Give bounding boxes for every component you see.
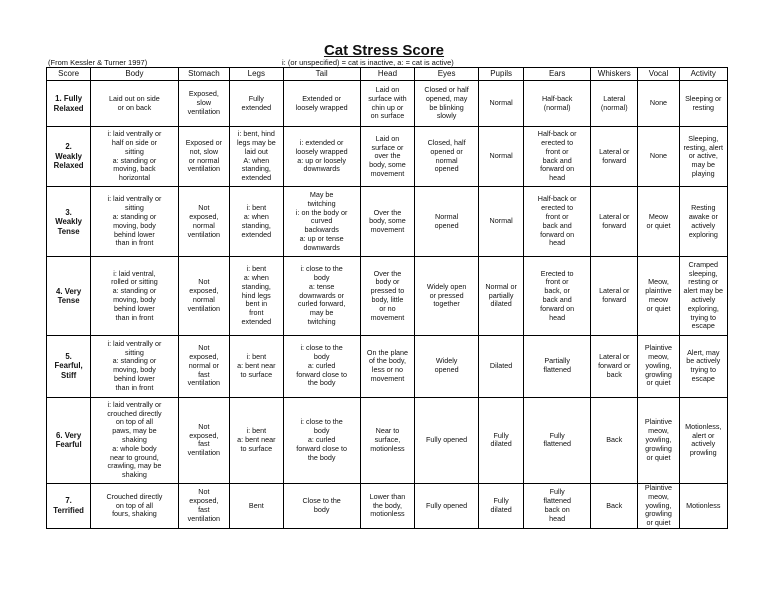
source-citation: (From Kessler & Turner 1997) [48, 58, 148, 67]
table-cell: i: laid ventral, rolled or sitting a: standing or moving, body behind lower than in front [91, 257, 178, 335]
table-cell: Plaintive meow, yowling, growling or quiet [638, 483, 679, 528]
table-cell: None [638, 127, 679, 187]
table-cell: Near to surface, motionless [360, 397, 415, 483]
column-header: Eyes [415, 68, 479, 81]
score-cell: 6. Very Fearful [47, 397, 91, 483]
table-cell: Not exposed, fast ventilation [178, 397, 229, 483]
table-cell: Crouched directly on top of all fours, shaking [91, 483, 178, 528]
table-cell: i: bent, hind legs may be laid out A: when standing, extended [230, 127, 283, 187]
table-cell: Sleeping, resting, alert or active, may be playing [679, 127, 727, 187]
table-cell: Fully opened [415, 397, 479, 483]
table-cell: Sleeping or resting [679, 81, 727, 127]
table-cell: Fully flattened [524, 397, 591, 483]
table-cell: i: laid ventrally or half on side or sitting a: standing or moving, back horizontal [91, 127, 178, 187]
column-header: Body [91, 68, 178, 81]
table-cell: Back [591, 483, 638, 528]
score-cell: 1. Fully Relaxed [47, 81, 91, 127]
table-cell: Laid out on side or on back [91, 81, 178, 127]
table-cell: Meow, plaintive meow or quiet [638, 257, 679, 335]
table-cell: i: laid ventrally or crouched directly on top of all paws, may be shaking a: whole body near to ground, crawling, may be shaking [91, 397, 178, 483]
table-cell: Normal or partially dilated [478, 257, 523, 335]
table-cell: On the plane of the body, less or no movement [360, 335, 415, 397]
table-cell: Closed, half opened or normal opened [415, 127, 479, 187]
table-row [47, 187, 728, 257]
table-cell: i: laid ventrally or sitting a: standing or moving, body behind lower than in front [91, 187, 178, 257]
table-cell: Not exposed, fast ventilation [178, 483, 229, 528]
column-header: Score [47, 68, 91, 81]
table-cell: Lateral or forward [591, 257, 638, 335]
table-cell: Normal [478, 127, 523, 187]
table-cell: Fully dilated [478, 483, 523, 528]
table-cell: Lateral or forward [591, 187, 638, 257]
table-cell: Plaintive meow, yowling, growling or quiet [638, 335, 679, 397]
table-cell: Lower than the body, motionless [360, 483, 415, 528]
score-cell: 4. Very Tense [47, 257, 91, 335]
table-cell: Laid on surface with chin up or on surface [360, 81, 415, 127]
table-cell: Lateral (normal) [591, 81, 638, 127]
table-cell: i: close to the body a: tense downwards or curled forward, may be twitching [283, 257, 360, 335]
table-cell: i: extended or loosely wrapped a: up or loosely downwards [283, 127, 360, 187]
table-cell: Plaintive meow, yowling, growling or quiet [638, 397, 679, 483]
table-cell: i: bent a: bent near to surface [230, 335, 283, 397]
table-cell: Not exposed, normal ventilation [178, 257, 229, 335]
table-cell: None [638, 81, 679, 127]
stress-score-table [46, 67, 728, 529]
table-cell: i: close to the body a: curled forward close to the body [283, 397, 360, 483]
table-cell: Widely open or pressed together [415, 257, 479, 335]
table-header-row [47, 68, 728, 81]
table-cell: Close to the body [283, 483, 360, 528]
table-cell: Normal opened [415, 187, 479, 257]
table-cell: Lateral or forward or back [591, 335, 638, 397]
table-cell: Resting awake or actively exploring [679, 187, 727, 257]
table-cell: Exposed or not, slow or normal ventilation [178, 127, 229, 187]
table-row [47, 483, 728, 528]
column-header: Legs [230, 68, 283, 81]
table-cell: Closed or half opened, may be blinking slowly [415, 81, 479, 127]
table-cell: May be twitching i: on the body or curved backwards a: up or tense downwards [283, 187, 360, 257]
table-cell: Lateral or forward [591, 127, 638, 187]
table-cell: Widely opened [415, 335, 479, 397]
table-cell: Back [591, 397, 638, 483]
table-cell: Cramped sleeping, resting or alert may be actively exploring, trying to escape [679, 257, 727, 335]
table-cell: Extended or loosely wrapped [283, 81, 360, 127]
table-cell: Over the body, some movement [360, 187, 415, 257]
score-cell: 7. Terrified [47, 483, 91, 528]
table-cell: Motionless [679, 483, 727, 528]
table-cell: Fully opened [415, 483, 479, 528]
table-row [47, 127, 728, 187]
column-header: Ears [524, 68, 591, 81]
table-cell: Fully dilated [478, 397, 523, 483]
document-title: Cat Stress Score [323, 42, 445, 59]
column-header: Vocal [638, 68, 679, 81]
score-cell: 2. Weakly Relaxed [47, 127, 91, 187]
table-cell: i: bent a: bent near to surface [230, 397, 283, 483]
column-header: Head [360, 68, 415, 81]
table-cell: Normal [478, 187, 523, 257]
table-cell: Fully extended [230, 81, 283, 127]
table-row [47, 397, 728, 483]
table-cell: Normal [478, 81, 523, 127]
table-cell: Fully flattened back on head [524, 483, 591, 528]
table-cell: i: bent a: when standing, extended [230, 187, 283, 257]
table-row [47, 257, 728, 335]
table-cell: i: laid ventrally or sitting a: standing or moving, body behind lower than in front [91, 335, 178, 397]
column-header: Tail [283, 68, 360, 81]
table-cell: Not exposed, normal or fast ventilation [178, 335, 229, 397]
column-header: Activity [679, 68, 727, 81]
table-cell: Half-back or erected to front or back and forward on head [524, 187, 591, 257]
column-header: Stomach [178, 68, 229, 81]
legend-note: i: (or unspecified) = cat is inactive, a: = cat is active) [282, 58, 454, 67]
table-cell: Dilated [478, 335, 523, 397]
table-cell: Laid on surface or over the body, some movement [360, 127, 415, 187]
table-cell: Motionless, alert or actively prowling [679, 397, 727, 483]
table-cell: Bent [230, 483, 283, 528]
table-row [47, 335, 728, 397]
table-cell: Not exposed, normal ventilation [178, 187, 229, 257]
table-cell: Meow or quiet [638, 187, 679, 257]
table-cell: Half-back or erected to front or back and forward on head [524, 127, 591, 187]
table-cell: Partially flattened [524, 335, 591, 397]
table-cell: Alert, may be actively trying to escape [679, 335, 727, 397]
column-header: Whiskers [591, 68, 638, 81]
table-cell: Half-back (normal) [524, 81, 591, 127]
table-cell: i: bent a: when standing, hind legs bent in front extended [230, 257, 283, 335]
score-cell: 3. Weakly Tense [47, 187, 91, 257]
table-row [47, 81, 728, 127]
table-cell: Over the body or pressed to body, little or no movement [360, 257, 415, 335]
table-cell: Exposed, slow ventilation [178, 81, 229, 127]
table-cell: Erected to front or back, or back and forward on head [524, 257, 591, 335]
table-cell: i: close to the body a: curled forward close to the body [283, 335, 360, 397]
column-header: Pupils [478, 68, 523, 81]
score-cell: 5. Fearful, Stiff [47, 335, 91, 397]
